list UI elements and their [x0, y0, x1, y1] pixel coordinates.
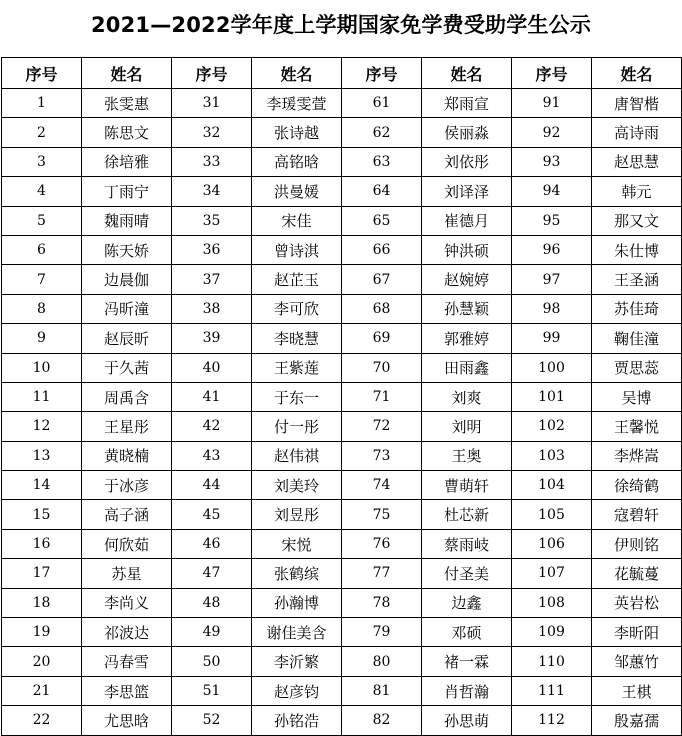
serial-number-cell: 96: [512, 235, 592, 264]
student-name-cell: 张诗越: [252, 118, 342, 147]
student-name-cell: 王棋: [592, 676, 682, 705]
serial-number-cell: 20: [2, 647, 82, 676]
student-name-cell: 王星彤: [82, 412, 172, 441]
serial-number-cell: 42: [172, 412, 252, 441]
serial-number-cell: 35: [172, 206, 252, 235]
student-name-cell: 刘译泽: [422, 177, 512, 206]
table-row: [2, 618, 682, 647]
student-name-cell: 张雯惠: [82, 89, 172, 118]
table-row: [2, 147, 682, 176]
student-name-cell: 那又文: [592, 206, 682, 235]
table-row: [2, 647, 682, 676]
serial-number-cell: 103: [512, 441, 592, 470]
student-name-cell: 伊则铭: [592, 529, 682, 558]
student-name-cell: 孙思萌: [422, 706, 512, 735]
student-name-cell: 高子涵: [82, 500, 172, 529]
student-name-cell: 李昕阳: [592, 618, 682, 647]
serial-number-cell: 63: [342, 147, 422, 176]
serial-number-cell: 16: [2, 529, 82, 558]
student-name-cell: 陈思文: [82, 118, 172, 147]
student-name-cell: 边鑫: [422, 588, 512, 617]
header-name: 姓名: [252, 58, 342, 89]
student-name-cell: 于久茜: [82, 353, 172, 382]
serial-number-cell: 102: [512, 412, 592, 441]
student-name-cell: 何欣茹: [82, 529, 172, 558]
serial-number-cell: 52: [172, 706, 252, 735]
student-name-cell: 宋悦: [252, 529, 342, 558]
serial-number-cell: 45: [172, 500, 252, 529]
serial-number-cell: 74: [342, 471, 422, 500]
student-name-cell: 高铭晗: [252, 147, 342, 176]
student-name-cell: 钟洪硕: [422, 235, 512, 264]
student-name-cell: 朱仕博: [592, 235, 682, 264]
student-name-cell: 冯昕潼: [82, 294, 172, 323]
serial-number-cell: 18: [2, 588, 82, 617]
student-name-cell: 徐绮鹤: [592, 471, 682, 500]
serial-number-cell: 14: [2, 471, 82, 500]
student-name-cell: 陈天娇: [82, 235, 172, 264]
serial-number-cell: 65: [342, 206, 422, 235]
serial-number-cell: 108: [512, 588, 592, 617]
table-row: [2, 353, 682, 382]
student-name-cell: 付圣美: [422, 559, 512, 588]
student-name-cell: 李晓慧: [252, 324, 342, 353]
serial-number-cell: 13: [2, 441, 82, 470]
serial-number-cell: 80: [342, 647, 422, 676]
table-row: [2, 235, 682, 264]
student-name-cell: 邓硕: [422, 618, 512, 647]
student-name-cell: 赵伟祺: [252, 441, 342, 470]
serial-number-cell: 61: [342, 89, 422, 118]
student-name-cell: 王馨悦: [592, 412, 682, 441]
table-row: [2, 500, 682, 529]
serial-number-cell: 32: [172, 118, 252, 147]
serial-number-cell: 67: [342, 265, 422, 294]
student-name-cell: 崔德月: [422, 206, 512, 235]
student-name-cell: 于东一: [252, 382, 342, 411]
student-name-cell: 刘爽: [422, 382, 512, 411]
serial-number-cell: 34: [172, 177, 252, 206]
serial-number-cell: 98: [512, 294, 592, 323]
student-name-cell: 郭雅婷: [422, 324, 512, 353]
table-row: [2, 676, 682, 705]
student-name-cell: 赵思慧: [592, 147, 682, 176]
serial-number-cell: 37: [172, 265, 252, 294]
serial-number-cell: 107: [512, 559, 592, 588]
serial-number-cell: 62: [342, 118, 422, 147]
serial-number-cell: 100: [512, 353, 592, 382]
student-name-cell: 李烨嵩: [592, 441, 682, 470]
serial-number-cell: 50: [172, 647, 252, 676]
student-name-cell: 英岩松: [592, 588, 682, 617]
serial-number-cell: 41: [172, 382, 252, 411]
serial-number-cell: 51: [172, 676, 252, 705]
serial-number-cell: 19: [2, 618, 82, 647]
student-name-cell: 黄晓楠: [82, 441, 172, 470]
student-name-cell: 李可欣: [252, 294, 342, 323]
serial-number-cell: 44: [172, 471, 252, 500]
serial-number-cell: 22: [2, 706, 82, 735]
student-name-cell: 冯春雪: [82, 647, 172, 676]
serial-number-cell: 73: [342, 441, 422, 470]
student-name-cell: 郑雨宣: [422, 89, 512, 118]
table-row: [2, 294, 682, 323]
student-name-cell: 赵彦钧: [252, 676, 342, 705]
student-name-cell: 曹萌轩: [422, 471, 512, 500]
header-name: 姓名: [82, 58, 172, 89]
serial-number-cell: 104: [512, 471, 592, 500]
student-name-cell: 花毓蔓: [592, 559, 682, 588]
serial-number-cell: 6: [2, 235, 82, 264]
serial-number-cell: 9: [2, 324, 82, 353]
table-row: [2, 559, 682, 588]
serial-number-cell: 2: [2, 118, 82, 147]
serial-number-cell: 43: [172, 441, 252, 470]
student-name-cell: 苏星: [82, 559, 172, 588]
student-name-cell: 唐智楷: [592, 89, 682, 118]
student-name-cell: 韩元: [592, 177, 682, 206]
serial-number-cell: 99: [512, 324, 592, 353]
student-name-cell: 鞠佳潼: [592, 324, 682, 353]
serial-number-cell: 48: [172, 588, 252, 617]
student-name-cell: 尤思晗: [82, 706, 172, 735]
student-name-cell: 高诗雨: [592, 118, 682, 147]
table-row: [2, 529, 682, 558]
serial-number-cell: 21: [2, 676, 82, 705]
serial-number-cell: 92: [512, 118, 592, 147]
student-name-cell: 丁雨宁: [82, 177, 172, 206]
serial-number-cell: 72: [342, 412, 422, 441]
serial-number-cell: 38: [172, 294, 252, 323]
serial-number-cell: 17: [2, 559, 82, 588]
table-body: [2, 89, 682, 736]
table-row: [2, 471, 682, 500]
student-name-cell: 刘依彤: [422, 147, 512, 176]
serial-number-cell: 109: [512, 618, 592, 647]
student-name-cell: 边晨伽: [82, 265, 172, 294]
serial-number-cell: 15: [2, 500, 82, 529]
serial-number-cell: 49: [172, 618, 252, 647]
serial-number-cell: 39: [172, 324, 252, 353]
header-name: 姓名: [592, 58, 682, 89]
serial-number-cell: 70: [342, 353, 422, 382]
serial-number-cell: 12: [2, 412, 82, 441]
serial-number-cell: 3: [2, 147, 82, 176]
student-name-cell: 蔡雨岐: [422, 529, 512, 558]
student-name-cell: 杜芯新: [422, 500, 512, 529]
student-name-cell: 李瑗雯萱: [252, 89, 342, 118]
table-row: [2, 588, 682, 617]
header-serial-number: 序号: [512, 58, 592, 89]
serial-number-cell: 111: [512, 676, 592, 705]
student-name-cell: 魏雨晴: [82, 206, 172, 235]
student-name-cell: 于冰彦: [82, 471, 172, 500]
student-name-cell: 殷嘉孺: [592, 706, 682, 735]
table-row: [2, 206, 682, 235]
serial-number-cell: 8: [2, 294, 82, 323]
serial-number-cell: 81: [342, 676, 422, 705]
student-name-cell: 王奥: [422, 441, 512, 470]
table-row: [2, 412, 682, 441]
table-row: [2, 89, 682, 118]
student-name-cell: 赵辰昕: [82, 324, 172, 353]
student-name-cell: 宋佳: [252, 206, 342, 235]
student-name-cell: 吴博: [592, 382, 682, 411]
student-name-cell: 李尚义: [82, 588, 172, 617]
student-table: [1, 57, 682, 736]
table-row: [2, 382, 682, 411]
serial-number-cell: 106: [512, 529, 592, 558]
student-name-cell: 谢佳美含: [252, 618, 342, 647]
serial-number-cell: 66: [342, 235, 422, 264]
student-name-cell: 付一彤: [252, 412, 342, 441]
student-name-cell: 刘明: [422, 412, 512, 441]
student-name-cell: 苏佳琦: [592, 294, 682, 323]
serial-number-cell: 40: [172, 353, 252, 382]
serial-number-cell: 82: [342, 706, 422, 735]
serial-number-cell: 36: [172, 235, 252, 264]
serial-number-cell: 1: [2, 89, 82, 118]
header-serial-number: 序号: [2, 58, 82, 89]
student-name-cell: 王紫莲: [252, 353, 342, 382]
student-name-cell: 徐培雅: [82, 147, 172, 176]
serial-number-cell: 11: [2, 382, 82, 411]
serial-number-cell: 33: [172, 147, 252, 176]
header-name: 姓名: [422, 58, 512, 89]
serial-number-cell: 75: [342, 500, 422, 529]
header-serial-number: 序号: [172, 58, 252, 89]
student-name-cell: 侯丽淼: [422, 118, 512, 147]
serial-number-cell: 76: [342, 529, 422, 558]
serial-number-cell: 68: [342, 294, 422, 323]
serial-number-cell: 97: [512, 265, 592, 294]
student-name-cell: 贾思蕊: [592, 353, 682, 382]
serial-number-cell: 31: [172, 89, 252, 118]
serial-number-cell: 91: [512, 89, 592, 118]
student-name-cell: 肖哲瀚: [422, 676, 512, 705]
serial-number-cell: 101: [512, 382, 592, 411]
serial-number-cell: 110: [512, 647, 592, 676]
student-name-cell: 赵芷玉: [252, 265, 342, 294]
table-row: [2, 265, 682, 294]
serial-number-cell: 78: [342, 588, 422, 617]
serial-number-cell: 77: [342, 559, 422, 588]
student-name-cell: 寇碧轩: [592, 500, 682, 529]
table-row: [2, 177, 682, 206]
serial-number-cell: 94: [512, 177, 592, 206]
serial-number-cell: 95: [512, 206, 592, 235]
serial-number-cell: 71: [342, 382, 422, 411]
student-name-cell: 周禹含: [82, 382, 172, 411]
student-name-cell: 赵婉婷: [422, 265, 512, 294]
header-serial-number: 序号: [342, 58, 422, 89]
serial-number-cell: 93: [512, 147, 592, 176]
serial-number-cell: 112: [512, 706, 592, 735]
serial-number-cell: 69: [342, 324, 422, 353]
student-name-cell: 刘美玲: [252, 471, 342, 500]
serial-number-cell: 47: [172, 559, 252, 588]
student-name-cell: 祁波达: [82, 618, 172, 647]
student-name-cell: 洪曼媛: [252, 177, 342, 206]
serial-number-cell: 64: [342, 177, 422, 206]
student-name-cell: 刘昱彤: [252, 500, 342, 529]
page-title: 2021—2022学年度上学期国家免学费受助学生公示: [90, 13, 592, 37]
student-name-cell: 孙瀚博: [252, 588, 342, 617]
student-name-cell: 李沂繁: [252, 647, 342, 676]
student-name-cell: 孙铭浩: [252, 706, 342, 735]
serial-number-cell: 46: [172, 529, 252, 558]
table-row: [2, 441, 682, 470]
serial-number-cell: 7: [2, 265, 82, 294]
serial-number-cell: 79: [342, 618, 422, 647]
serial-number-cell: 105: [512, 500, 592, 529]
student-name-cell: 王圣涵: [592, 265, 682, 294]
serial-number-cell: 5: [2, 206, 82, 235]
table-row: [2, 118, 682, 147]
student-name-cell: 田雨鑫: [422, 353, 512, 382]
student-name-cell: 曾诗淇: [252, 235, 342, 264]
serial-number-cell: 4: [2, 177, 82, 206]
student-name-cell: 李思篮: [82, 676, 172, 705]
student-name-cell: 褚一霖: [422, 647, 512, 676]
student-name-cell: 邹蕙竹: [592, 647, 682, 676]
table-row: [2, 324, 682, 353]
student-name-cell: 孙慧颖: [422, 294, 512, 323]
serial-number-cell: 10: [2, 353, 82, 382]
student-name-cell: 张鹤缤: [252, 559, 342, 588]
header-row: [2, 58, 682, 89]
